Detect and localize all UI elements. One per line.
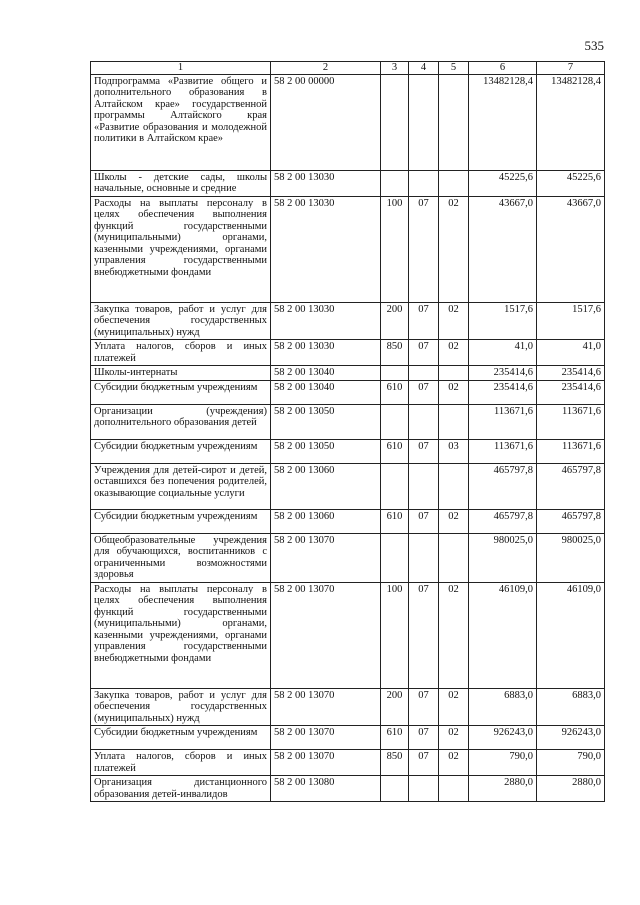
- row-amount-col6: 1517,6: [469, 302, 537, 340]
- row-section: 07: [409, 750, 439, 776]
- row-section: 07: [409, 196, 439, 302]
- row-code: 58 2 00 13040: [271, 366, 381, 381]
- row-section: 07: [409, 688, 439, 726]
- row-amount-col6: 13482128,4: [469, 74, 537, 170]
- row-amount-col7: 113671,6: [537, 404, 605, 439]
- row-code: 58 2 00 13050: [271, 439, 381, 463]
- row-amount-col7: 2880,0: [537, 776, 605, 802]
- row-amount-col7: 113671,6: [537, 439, 605, 463]
- row-expense-type: [381, 404, 409, 439]
- header-col-2: 2: [271, 62, 381, 75]
- row-code: 58 2 00 13070: [271, 533, 381, 582]
- row-subsection: [439, 463, 469, 509]
- row-name: Субсидии бюджетным учреждениям: [91, 509, 271, 533]
- row-expense-type: 610: [381, 380, 409, 404]
- page-number: 535: [584, 38, 604, 53]
- row-code: 58 2 00 13070: [271, 688, 381, 726]
- row-expense-type: [381, 74, 409, 170]
- row-section: [409, 404, 439, 439]
- row-section: [409, 170, 439, 196]
- row-amount-col6: 465797,8: [469, 509, 537, 533]
- row-name: Школы-интернаты: [91, 366, 271, 381]
- row-name: Школы - детские сады, школы начальные, основные и средние: [91, 170, 271, 196]
- row-code: 58 2 00 13040: [271, 380, 381, 404]
- row-expense-type: 100: [381, 196, 409, 302]
- row-section: 07: [409, 340, 439, 366]
- row-expense-type: [381, 170, 409, 196]
- row-subsection: 02: [439, 340, 469, 366]
- row-expense-type: [381, 463, 409, 509]
- row-name: Подпрограмма «Развитие общего и дополнительного образования в Алтайском крае» государственной программы Алтайского края «Развитие образования и молодежной политики в Алтайском крае»: [91, 74, 271, 170]
- row-amount-col6: 2880,0: [469, 776, 537, 802]
- row-name: Организация дистанционного образования детей-инвалидов: [91, 776, 271, 802]
- row-amount-col6: 790,0: [469, 750, 537, 776]
- table-row: [91, 74, 605, 170]
- row-expense-type: 610: [381, 439, 409, 463]
- header-col-7: 7: [537, 62, 605, 75]
- table-row: [91, 533, 605, 582]
- row-amount-col6: 41,0: [469, 340, 537, 366]
- row-subsection: 02: [439, 582, 469, 688]
- row-subsection: 02: [439, 688, 469, 726]
- row-amount-col6: 45225,6: [469, 170, 537, 196]
- row-section: 07: [409, 509, 439, 533]
- row-expense-type: 850: [381, 340, 409, 366]
- row-name: Расходы на выплаты персоналу в целях обеспечения выполнения функций государственными (муниципальными) органами, казенными учреждениями, органами управления государственными внебюджетными фондами: [91, 196, 271, 302]
- row-amount-col6: 113671,6: [469, 404, 537, 439]
- table-row: [91, 750, 605, 776]
- row-name: Субсидии бюджетным учреждениям: [91, 380, 271, 404]
- table-row: [91, 726, 605, 750]
- row-amount-col7: 980025,0: [537, 533, 605, 582]
- row-section: [409, 533, 439, 582]
- row-name: Уплата налогов, сборов и иных платежей: [91, 340, 271, 366]
- row-code: 58 2 00 13070: [271, 726, 381, 750]
- budget-table: [90, 61, 605, 802]
- row-amount-col6: 235414,6: [469, 380, 537, 404]
- row-code: 58 2 00 13050: [271, 404, 381, 439]
- row-section: 07: [409, 726, 439, 750]
- row-amount-col7: 46109,0: [537, 582, 605, 688]
- row-section: [409, 366, 439, 381]
- row-amount-col7: 43667,0: [537, 196, 605, 302]
- row-code: 58 2 00 13030: [271, 170, 381, 196]
- row-amount-col6: 465797,8: [469, 463, 537, 509]
- row-amount-col7: 13482128,4: [537, 74, 605, 170]
- row-subsection: [439, 404, 469, 439]
- row-subsection: 03: [439, 439, 469, 463]
- row-section: [409, 776, 439, 802]
- row-code: 58 2 00 13070: [271, 582, 381, 688]
- row-subsection: [439, 533, 469, 582]
- row-expense-type: 610: [381, 509, 409, 533]
- row-name: Субсидии бюджетным учреждениям: [91, 726, 271, 750]
- table-row: [91, 776, 605, 802]
- row-section: 07: [409, 582, 439, 688]
- row-name: Закупка товаров, работ и услуг для обеспечения государственных (муниципальных) нужд: [91, 688, 271, 726]
- table-row: [91, 509, 605, 533]
- row-expense-type: 850: [381, 750, 409, 776]
- header-col-1: 1: [91, 62, 271, 75]
- row-section: 07: [409, 439, 439, 463]
- row-amount-col6: 43667,0: [469, 196, 537, 302]
- row-amount-col6: 980025,0: [469, 533, 537, 582]
- row-subsection: [439, 74, 469, 170]
- row-name: Общеобразовательные учреждения для обучающихся, воспитанников с ограниченными возможностями здоровья: [91, 533, 271, 582]
- header-col-6: 6: [469, 62, 537, 75]
- table-body: [91, 74, 605, 802]
- row-section: 07: [409, 302, 439, 340]
- table-row: [91, 404, 605, 439]
- row-code: 58 2 00 13070: [271, 750, 381, 776]
- row-expense-type: 200: [381, 302, 409, 340]
- table-row: [91, 463, 605, 509]
- table-row: [91, 302, 605, 340]
- row-name: Субсидии бюджетным учреждениям: [91, 439, 271, 463]
- row-name: Уплата налогов, сборов и иных платежей: [91, 750, 271, 776]
- header-row: [91, 62, 605, 75]
- row-code: 58 2 00 13060: [271, 463, 381, 509]
- row-subsection: 02: [439, 302, 469, 340]
- table-row: [91, 688, 605, 726]
- header-col-3: 3: [381, 62, 409, 75]
- row-subsection: 02: [439, 196, 469, 302]
- row-name: Учреждения для детей-сирот и детей, оставшихся без попечения родителей, оказывающие социальные услуги: [91, 463, 271, 509]
- row-code: 58 2 00 13030: [271, 302, 381, 340]
- row-amount-col7: 926243,0: [537, 726, 605, 750]
- row-amount-col7: 465797,8: [537, 509, 605, 533]
- row-amount-col7: 465797,8: [537, 463, 605, 509]
- row-subsection: 02: [439, 509, 469, 533]
- row-code: 58 2 00 13030: [271, 196, 381, 302]
- row-amount-col6: 46109,0: [469, 582, 537, 688]
- row-expense-type: 100: [381, 582, 409, 688]
- table-row: [91, 340, 605, 366]
- row-expense-type: [381, 366, 409, 381]
- row-code: 58 2 00 13060: [271, 509, 381, 533]
- header-col-5: 5: [439, 62, 469, 75]
- row-subsection: 02: [439, 750, 469, 776]
- row-amount-col7: 235414,6: [537, 366, 605, 381]
- table-row: [91, 439, 605, 463]
- row-subsection: 02: [439, 380, 469, 404]
- row-subsection: [439, 366, 469, 381]
- row-amount-col7: 235414,6: [537, 380, 605, 404]
- row-name: Организации (учреждения) дополнительного образования детей: [91, 404, 271, 439]
- table-header: [91, 62, 605, 75]
- row-name: Закупка товаров, работ и услуг для обеспечения государственных (муниципальных) нужд: [91, 302, 271, 340]
- row-amount-col6: 926243,0: [469, 726, 537, 750]
- row-subsection: [439, 170, 469, 196]
- row-amount-col7: 41,0: [537, 340, 605, 366]
- header-col-4: 4: [409, 62, 439, 75]
- row-amount-col7: 45225,6: [537, 170, 605, 196]
- row-amount-col6: 6883,0: [469, 688, 537, 726]
- row-section: 07: [409, 380, 439, 404]
- row-section: [409, 463, 439, 509]
- row-expense-type: [381, 776, 409, 802]
- row-expense-type: 200: [381, 688, 409, 726]
- row-section: [409, 74, 439, 170]
- table-row: [91, 582, 605, 688]
- row-code: 58 2 00 00000: [271, 74, 381, 170]
- row-amount-col7: 790,0: [537, 750, 605, 776]
- table-row: [91, 366, 605, 381]
- row-amount-col7: 6883,0: [537, 688, 605, 726]
- row-expense-type: 610: [381, 726, 409, 750]
- row-code: 58 2 00 13030: [271, 340, 381, 366]
- table-row: [91, 170, 605, 196]
- row-expense-type: [381, 533, 409, 582]
- row-name: Расходы на выплаты персоналу в целях обеспечения выполнения функций государственными (муниципальными) органами, казенными учреждениями, органами управления государственными внебюджетными фондами: [91, 582, 271, 688]
- table-row: [91, 380, 605, 404]
- table-row: [91, 196, 605, 302]
- row-code: 58 2 00 13080: [271, 776, 381, 802]
- row-subsection: 02: [439, 726, 469, 750]
- row-amount-col6: 113671,6: [469, 439, 537, 463]
- row-amount-col6: 235414,6: [469, 366, 537, 381]
- row-subsection: [439, 776, 469, 802]
- row-amount-col7: 1517,6: [537, 302, 605, 340]
